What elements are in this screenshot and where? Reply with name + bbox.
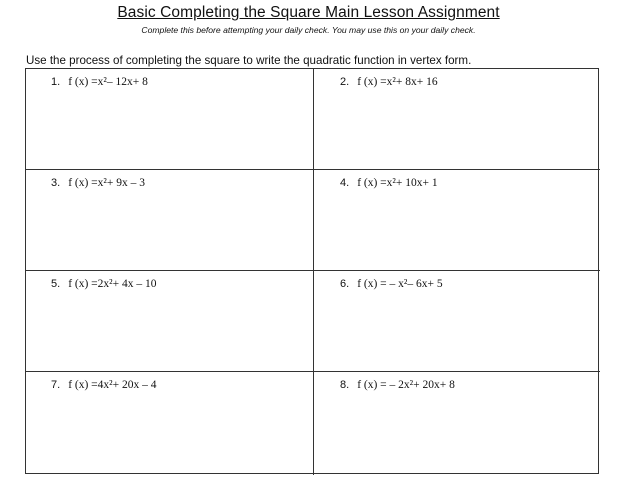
problem-7: [51, 379, 156, 391]
problem-number: 6.: [340, 278, 350, 290]
problem-function: f (x) =x²– 12x+ 8: [68, 76, 148, 88]
problem-function: f (x) =x²+ 9x – 3: [68, 177, 145, 189]
problem-cell-5: [26, 271, 314, 372]
problem-function: f (x) = – 2x²+ 20x+ 8: [357, 379, 455, 391]
problem-8: [340, 379, 455, 391]
page-subtitle: Complete this before attempting your daily check. You may use this on your daily check.: [141, 25, 476, 35]
problem-cell-4: [314, 170, 600, 271]
problem-3: [51, 177, 145, 189]
problem-function: f (x) =4x²+ 20x – 4: [68, 379, 157, 391]
problem-2: [340, 76, 438, 88]
problem-1: [51, 76, 148, 88]
problem-function: f (x) = – x²– 6x+ 5: [357, 278, 443, 290]
problem-number: 3.: [51, 177, 61, 189]
problem-5: [51, 278, 156, 290]
instructions: Use the process of completing the square to write the quadratic function in vertex form.: [26, 54, 472, 67]
problem-grid: [25, 68, 599, 474]
problem-function: f (x) =x²+ 8x+ 16: [357, 76, 438, 88]
problem-cell-3: [26, 170, 314, 271]
problem-cell-6: [314, 271, 600, 372]
problem-6: [340, 278, 443, 290]
page-title: Basic Completing the Square Main Lesson Assignment: [117, 4, 500, 21]
problem-function: f (x) =x²+ 10x+ 1: [357, 177, 438, 189]
problem-number: 7.: [51, 379, 61, 391]
problem-4: [340, 177, 438, 189]
problem-cell-2: [314, 69, 600, 170]
problem-cell-1: [26, 69, 314, 170]
problem-number: 5.: [51, 278, 61, 290]
problem-cell-8: [314, 372, 600, 475]
problem-number: 4.: [340, 177, 350, 189]
problem-function: f (x) =2x²+ 4x – 10: [68, 278, 157, 290]
problem-number: 8.: [340, 379, 350, 391]
problem-number: 1.: [51, 76, 61, 88]
problem-number: 2.: [340, 76, 350, 88]
problem-cell-7: [26, 372, 314, 475]
